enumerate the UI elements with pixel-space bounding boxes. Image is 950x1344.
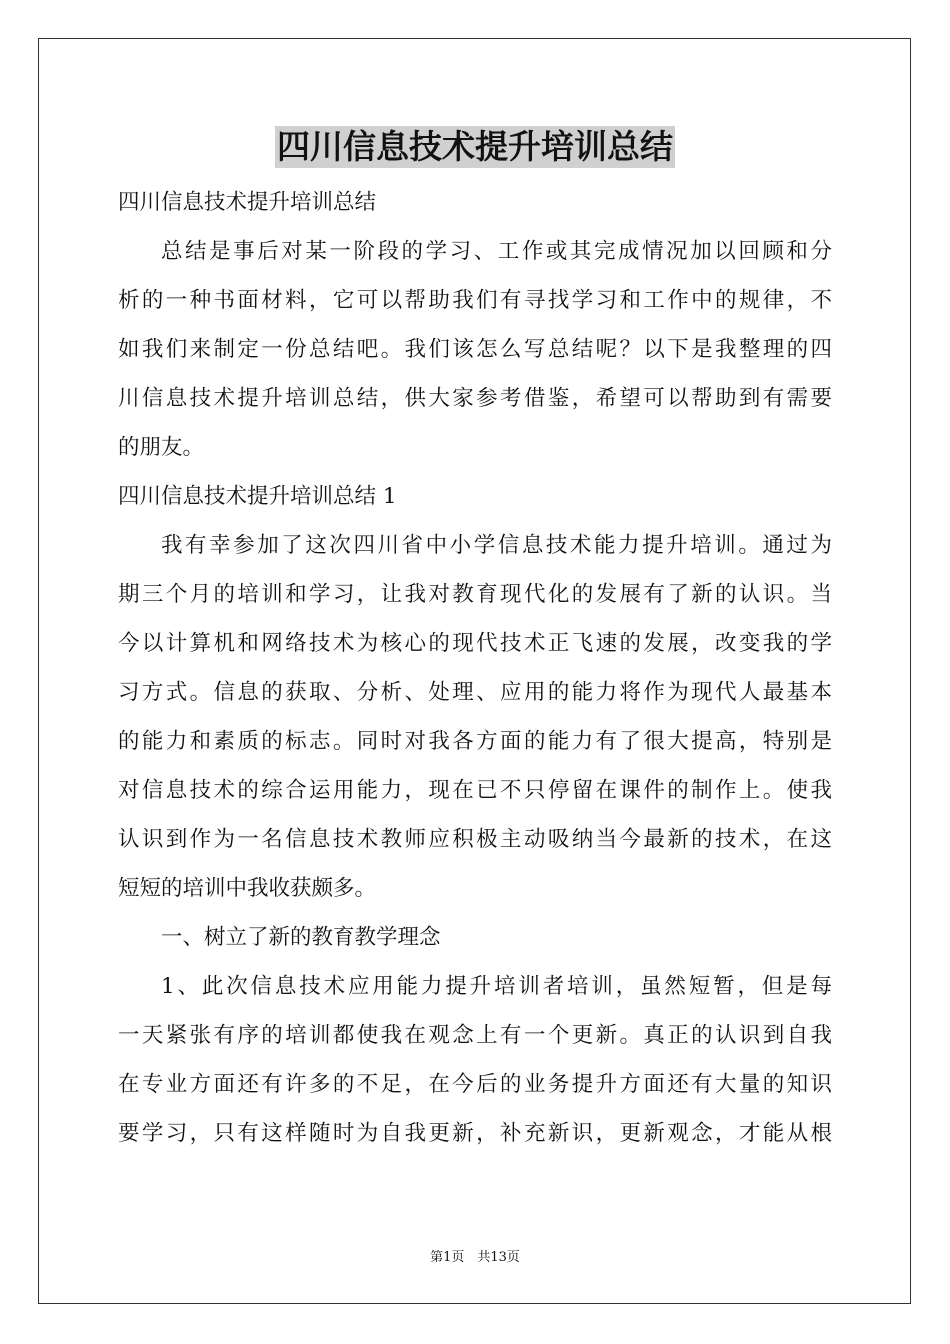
text-line: 总结是事后对某一阶段的学习、工作或其完成情况加以回顾和分: [161, 239, 832, 264]
text-line: 对信息技术的综合运用能力，现在已不只停留在课件的制作上。使我: [118, 778, 832, 803]
document-title: 四川信息技术提升培训总结: [277, 127, 673, 166]
text-line: 析的一种书面材料，它可以帮助我们有寻找学习和工作中的规律，不: [118, 288, 832, 313]
text-line: 如我们来制定一份总结吧。我们该怎么写总结呢？以下是我整理的四: [118, 337, 832, 362]
text-line: 在专业方面还有许多的不足，在今后的业务提升方面还有大量的知识: [118, 1072, 832, 1097]
title-container: [0, 126, 950, 168]
text-line: 今以计算机和网络技术为核心的现代技术正飞速的发展，改变我的学: [118, 631, 832, 656]
text-line: 一天紧张有序的培训都使我在观念上有一个更新。真正的认识到自我: [118, 1023, 832, 1048]
text-line: 认识到作为一名信息技术教师应积极主动吸纳当今最新的技术，在这: [118, 827, 832, 852]
page-footer: 第1页 共13页: [430, 1250, 520, 1265]
text-line: 1、此次信息技术应用能力提升培训者培训，虽然短暂，但是每: [161, 974, 832, 999]
text-line: 期三个月的培训和学习，让我对教育现代化的发展有了新的认识。当: [118, 582, 832, 607]
text-line: 四川信息技术提升培训总结 1: [118, 484, 397, 509]
text-line: 短短的培训中我收获颇多。: [118, 876, 377, 901]
text-line: 川信息技术提升培训总结，供大家参考借鉴，希望可以帮助到有需要: [118, 386, 832, 411]
text-line: 四川信息技术提升培训总结: [118, 190, 377, 215]
text-line: 我有幸参加了这次四川省中小学信息技术能力提升培训。通过为: [161, 533, 832, 558]
text-line: 一、树立了新的教育教学理念: [161, 925, 441, 950]
text-line: 的朋友。: [118, 435, 205, 460]
document-body: [118, 178, 832, 1158]
text-line: 的能力和素质的标志。同时对我各方面的能力有了很大提高，特别是: [118, 729, 832, 754]
text-line: 要学习，只有这样随时为自我更新，补充新识，更新观念，才能从根: [118, 1121, 832, 1146]
text-line: 习方式。信息的获取、分析、处理、应用的能力将作为现代人最基本: [118, 680, 832, 705]
